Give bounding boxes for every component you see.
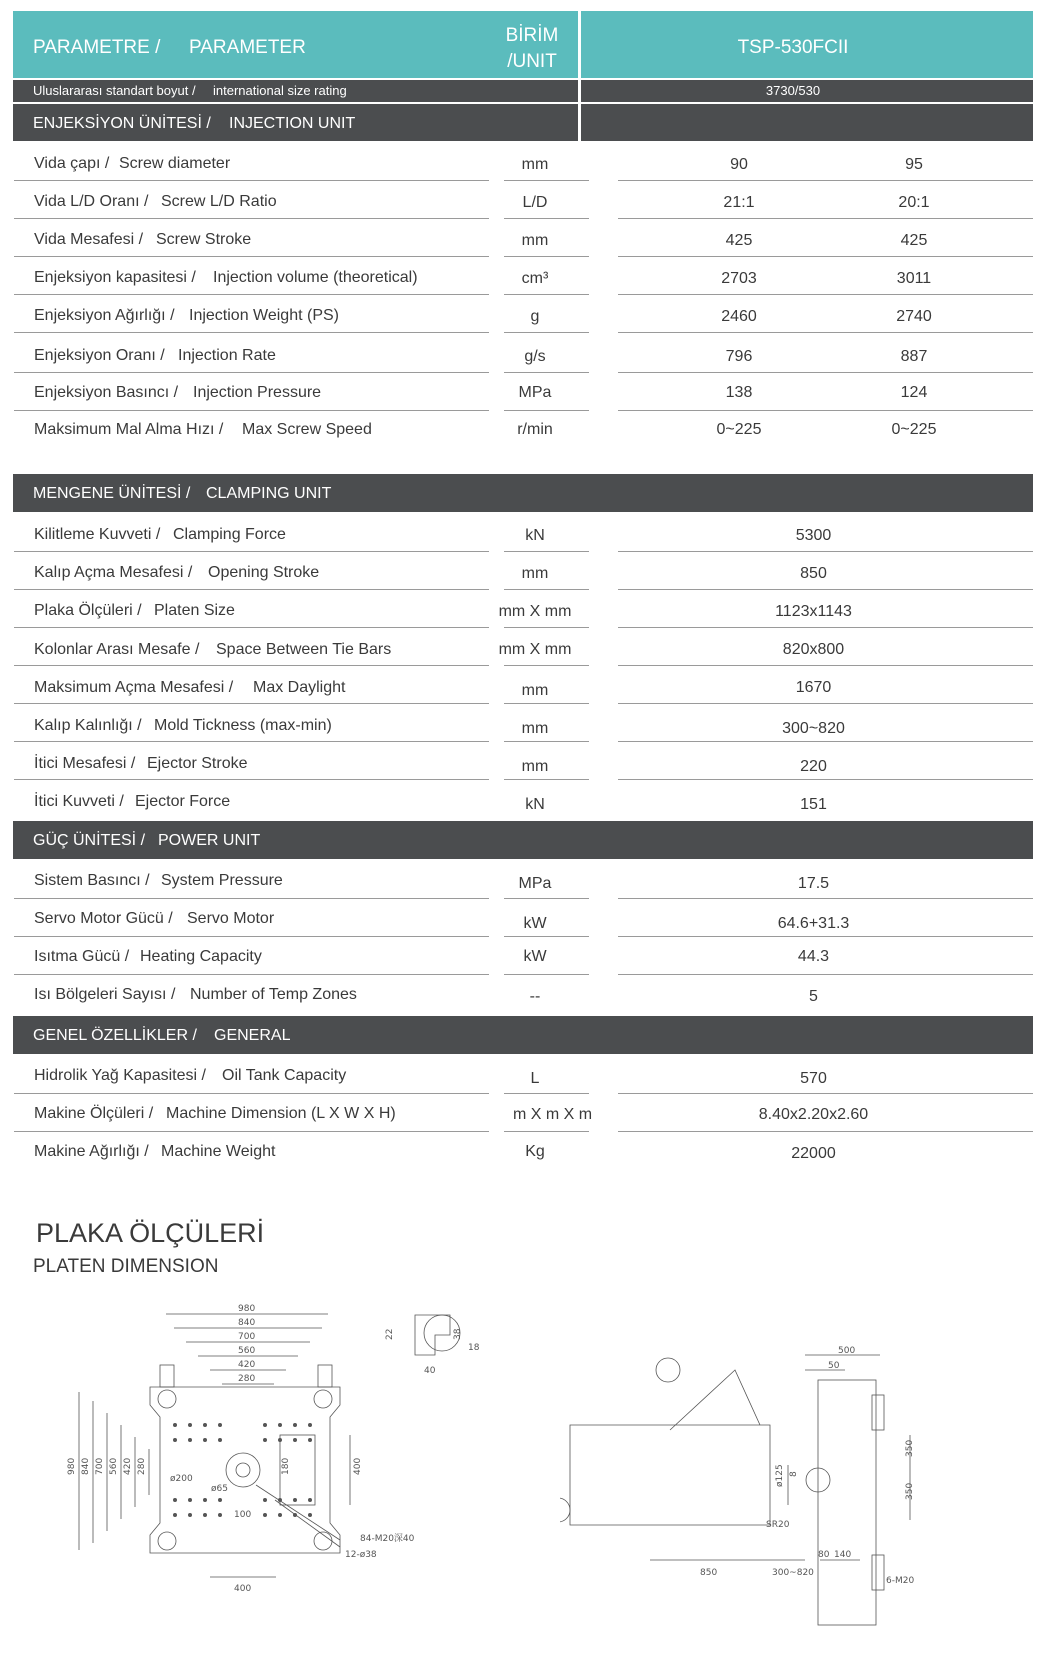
side-dim-140: 140 [834,1550,852,1560]
row-label-tr: Enjeksiyon Ağırlığı / [34,307,175,324]
row-label-en: Injection Weight (PS) [189,307,339,324]
row-value: 1670 [795,679,832,696]
row-unit: mm X mm [498,603,572,620]
dim-left-560: 560 [109,1457,119,1475]
table-header-parameter [13,11,578,78]
dim-holes-a: 84-M20深40 [360,1534,415,1544]
row-unit: r/min [517,421,553,438]
size-rating-tr: Uluslararası standart boyut / [33,83,196,98]
row-label-tr: Maksimum Açma Mesafesi / [34,679,234,696]
dim-top-700: 700 [238,1332,256,1342]
dim-left-980: 980 [67,1457,77,1475]
table-header-model [581,11,1033,78]
row-unit: mm X mm [498,641,572,658]
row-value-2: 95 [905,156,923,173]
row-label-tr: İtici Mesafesi / [34,755,136,772]
dim-top-280: 280 [238,1374,256,1384]
table-row [14,219,1033,257]
row-unit: MPa [518,875,552,892]
row-label-tr: Kolonlar Arası Mesafe / [34,641,200,658]
row-label-en: Platen Size [154,602,235,619]
row-label-en: Machine Dimension (L X W X H) [166,1105,396,1122]
section-clamping-en: CLAMPING UNIT [206,485,332,502]
row-label-tr: Isı Bölgeleri Sayısı / [34,986,176,1003]
row-value-2: 124 [900,384,928,401]
row-value-2: 0~225 [891,421,937,438]
row-label-en: Space Between Tie Bars [216,641,392,658]
row-value-1: 2703 [721,270,757,287]
dim-top-840: 840 [238,1318,256,1328]
row-label-en: Oil Tank Capacity [222,1067,347,1084]
table-row [14,335,1033,373]
row-value: 300~820 [782,720,845,737]
row-label-en: Injection Rate [178,347,276,364]
row-label-tr: Enjeksiyon kapasitesi / [34,269,196,286]
table-row [14,666,1033,704]
dim-left-420: 420 [123,1457,133,1475]
table-row [14,742,1033,780]
row-label-tr: Enjeksiyon Oranı / [34,347,165,364]
table-row [14,514,1033,552]
table-row [14,704,1033,742]
platen-side-drawing [560,1345,940,1650]
row-value: 17.5 [797,875,830,892]
table-row [14,899,1033,937]
row-value: 151 [800,796,827,813]
table-row [14,1056,1033,1094]
row-label-en: Number of Temp Zones [190,986,357,1003]
size-rating-label-bar [13,80,578,102]
section-general-header [13,1016,1033,1054]
side-dim-300-820: 300~820 [772,1568,814,1578]
row-value: 64.6+31.3 [777,915,850,932]
section-clamping-tr: MENGENE ÜNİTESİ / [33,485,191,502]
row-value: 820x800 [782,641,845,658]
row-label-tr: Plaka Ölçüleri / [34,602,142,619]
slot-dim-40: 40 [424,1366,436,1376]
table-row [14,590,1033,628]
section-injection-header [13,104,578,141]
header-unit-line1: BİRİM [505,25,559,46]
side-dim-500: 500 [838,1346,856,1356]
row-unit: m X m X m [512,1106,593,1123]
row-unit: L/D [522,194,548,211]
section-injection-tr: ENJEKSİYON ÜNİTESİ / [33,115,211,132]
side-dim-50: 50 [828,1361,840,1371]
row-value: 8.40x2.20x2.60 [758,1106,869,1123]
side-dim-sr20: SR20 [766,1520,790,1530]
side-dim-350a: 350 [905,1439,915,1457]
table-row [14,1132,1033,1170]
row-label-tr: Maksimum Mal Alma Hızı / [34,421,224,438]
section-injection-en: INJECTION UNIT [229,115,356,132]
header-model: TSP-530FCII [737,37,849,58]
row-unit: cm³ [521,270,549,287]
side-dim-8: 8 [789,1471,799,1477]
row-value: 1123x1143 [775,603,852,620]
dim-d400-right: 400 [353,1457,363,1475]
row-value: 220 [800,758,827,775]
row-label-tr: Vida Mesafesi / [34,231,144,248]
row-value-2: 2740 [896,308,932,325]
dim-holes-b: 12-ø38 [345,1550,377,1560]
dim-d180: 180 [281,1457,291,1475]
row-value-1: 0~225 [716,421,762,438]
slot-dim-22: 22 [385,1328,395,1340]
row-value: 5300 [795,527,832,544]
section-power-tr: GÜÇ ÜNİTESİ / [33,832,146,849]
row-label-en: Ejector Force [135,793,231,810]
header-param-en: PARAMETER [189,37,306,58]
row-value-1: 796 [725,348,753,365]
platen-title-en: PLATEN DIMENSION [33,1256,219,1277]
dim-top-420: 420 [238,1360,256,1370]
row-unit: kW [523,948,547,965]
row-label-tr: Kalıp Kalınlığı / [34,717,142,734]
size-rating-value-bar [581,80,1033,102]
row-label-en: Injection volume (theoretical) [213,269,418,286]
row-label-tr: İtici Kuvveti / [34,793,124,810]
row-label-en: Mold Tickness (max-min) [154,717,332,734]
side-dim-350b: 350 [905,1482,915,1500]
row-value-2: 887 [900,348,928,365]
dim-d400-bottom: 400 [234,1584,252,1594]
row-unit: kW [523,915,547,932]
table-row [14,937,1033,975]
row-label-tr: Kalıp Açma Mesafesi / [34,564,193,581]
dim-d200: ø200 [170,1474,193,1484]
row-label-en: System Pressure [161,872,283,889]
row-value-1: 90 [730,156,748,173]
row-unit: -- [529,988,541,1005]
size-rating-value: 3730/530 [765,83,821,98]
table-row [14,975,1033,1015]
row-label-tr: Sistem Basıncı / [34,872,150,889]
row-label-tr: Hidrolik Yağ Kapasitesi / [34,1067,206,1084]
table-row [14,552,1033,590]
row-value-1: 2460 [721,308,757,325]
row-value-2: 425 [900,232,928,249]
row-unit: kN [525,527,545,544]
row-label-en: Ejector Stroke [147,755,248,772]
row-unit: mm [521,758,549,775]
table-row [14,411,1033,447]
row-label-en: Heating Capacity [140,948,262,965]
row-value: 44.3 [797,948,830,965]
row-unit: Kg [525,1143,545,1160]
table-row [14,143,1033,181]
row-label-en: Screw Stroke [156,231,252,248]
row-label-en: Screw diameter [119,155,231,172]
row-label-en: Opening Stroke [208,564,320,581]
row-label-en: Max Screw Speed [242,421,372,438]
row-unit: g/s [524,348,546,365]
row-label-tr: Vida çapı / [34,155,110,172]
row-value: 850 [800,565,827,582]
slot-dim-18: 18 [468,1343,480,1353]
header-unit-line2: /UNIT [507,51,557,72]
row-divider [504,332,589,333]
row-label-en: Max Daylight [253,679,346,696]
table-row [14,257,1033,295]
table-row [14,628,1033,666]
row-label-tr: Enjeksiyon Basıncı / [34,384,179,401]
table-row [14,295,1033,333]
row-unit: mm [521,232,549,249]
table-row [14,181,1033,219]
table-row [14,373,1033,411]
table-row [14,1094,1033,1132]
table-row [14,780,1033,820]
row-label-tr: Vida L/D Oranı / [34,193,149,210]
row-label-en: Screw L/D Ratio [161,193,277,210]
dim-top-980: 980 [238,1304,256,1314]
row-value: 5 [809,988,818,1005]
row-value-1: 138 [725,384,753,401]
row-unit: MPa [518,384,552,401]
side-dim-80: 80 [818,1550,830,1560]
dim-top-560: 560 [238,1346,256,1356]
dim-d65: ø65 [211,1484,228,1494]
section-power-en: POWER UNIT [158,832,261,849]
row-value-2: 3011 [896,270,932,287]
section-general-en: GENERAL [214,1027,291,1044]
row-label-en: Clamping Force [173,526,286,543]
row-label-en: Machine Weight [161,1143,276,1160]
dim-left-700: 700 [95,1457,105,1475]
size-rating-en: international size rating [213,83,347,98]
section-clamping-header [13,474,1033,512]
row-label-tr: Kilitleme Kuvveti / [34,526,161,543]
platen-title-tr: PLAKA ÖLÇÜLERİ [36,1218,265,1248]
slot-dim-38: 38 [453,1328,463,1340]
row-label-tr: Makine Ağırlığı / [34,1143,149,1160]
side-dim-m20: 6-M20 [886,1576,915,1586]
side-dim-d125: ø125 [775,1464,785,1487]
section-power-header [13,821,1033,859]
row-label-tr: Isıtma Gücü / [34,948,130,965]
row-unit: L [530,1070,540,1087]
row-unit: mm [521,565,549,582]
row-value-2: 20:1 [898,194,930,211]
row-unit: mm [521,720,549,737]
slot-detail-drawing [380,1295,480,1380]
header-param-tr: PARAMETRE / [33,37,161,58]
row-unit: g [530,308,540,325]
row-label-tr: Makine Ölçüleri / [34,1105,154,1122]
row-unit: mm [521,156,549,173]
row-unit: mm [521,682,549,699]
dim-d100: 100 [234,1510,252,1520]
row-value: 22000 [791,1145,836,1162]
row-value: 570 [800,1070,827,1087]
dim-left-840: 840 [81,1457,91,1475]
row-divider [618,332,1033,333]
dim-left-280: 280 [137,1457,147,1475]
row-value-1: 21:1 [723,194,755,211]
row-value-1: 425 [725,232,753,249]
row-divider [14,332,489,333]
row-label-en: Injection Pressure [193,384,322,401]
row-label-tr: Servo Motor Gücü / [34,910,173,927]
section-general-tr: GENEL ÖZELLİKLER / [33,1027,197,1044]
row-label-en: Servo Motor [187,910,275,927]
side-dim-850: 850 [700,1568,718,1578]
row-unit: kN [525,796,545,813]
section-injection-header-right [581,104,1033,141]
table-row [14,861,1033,899]
